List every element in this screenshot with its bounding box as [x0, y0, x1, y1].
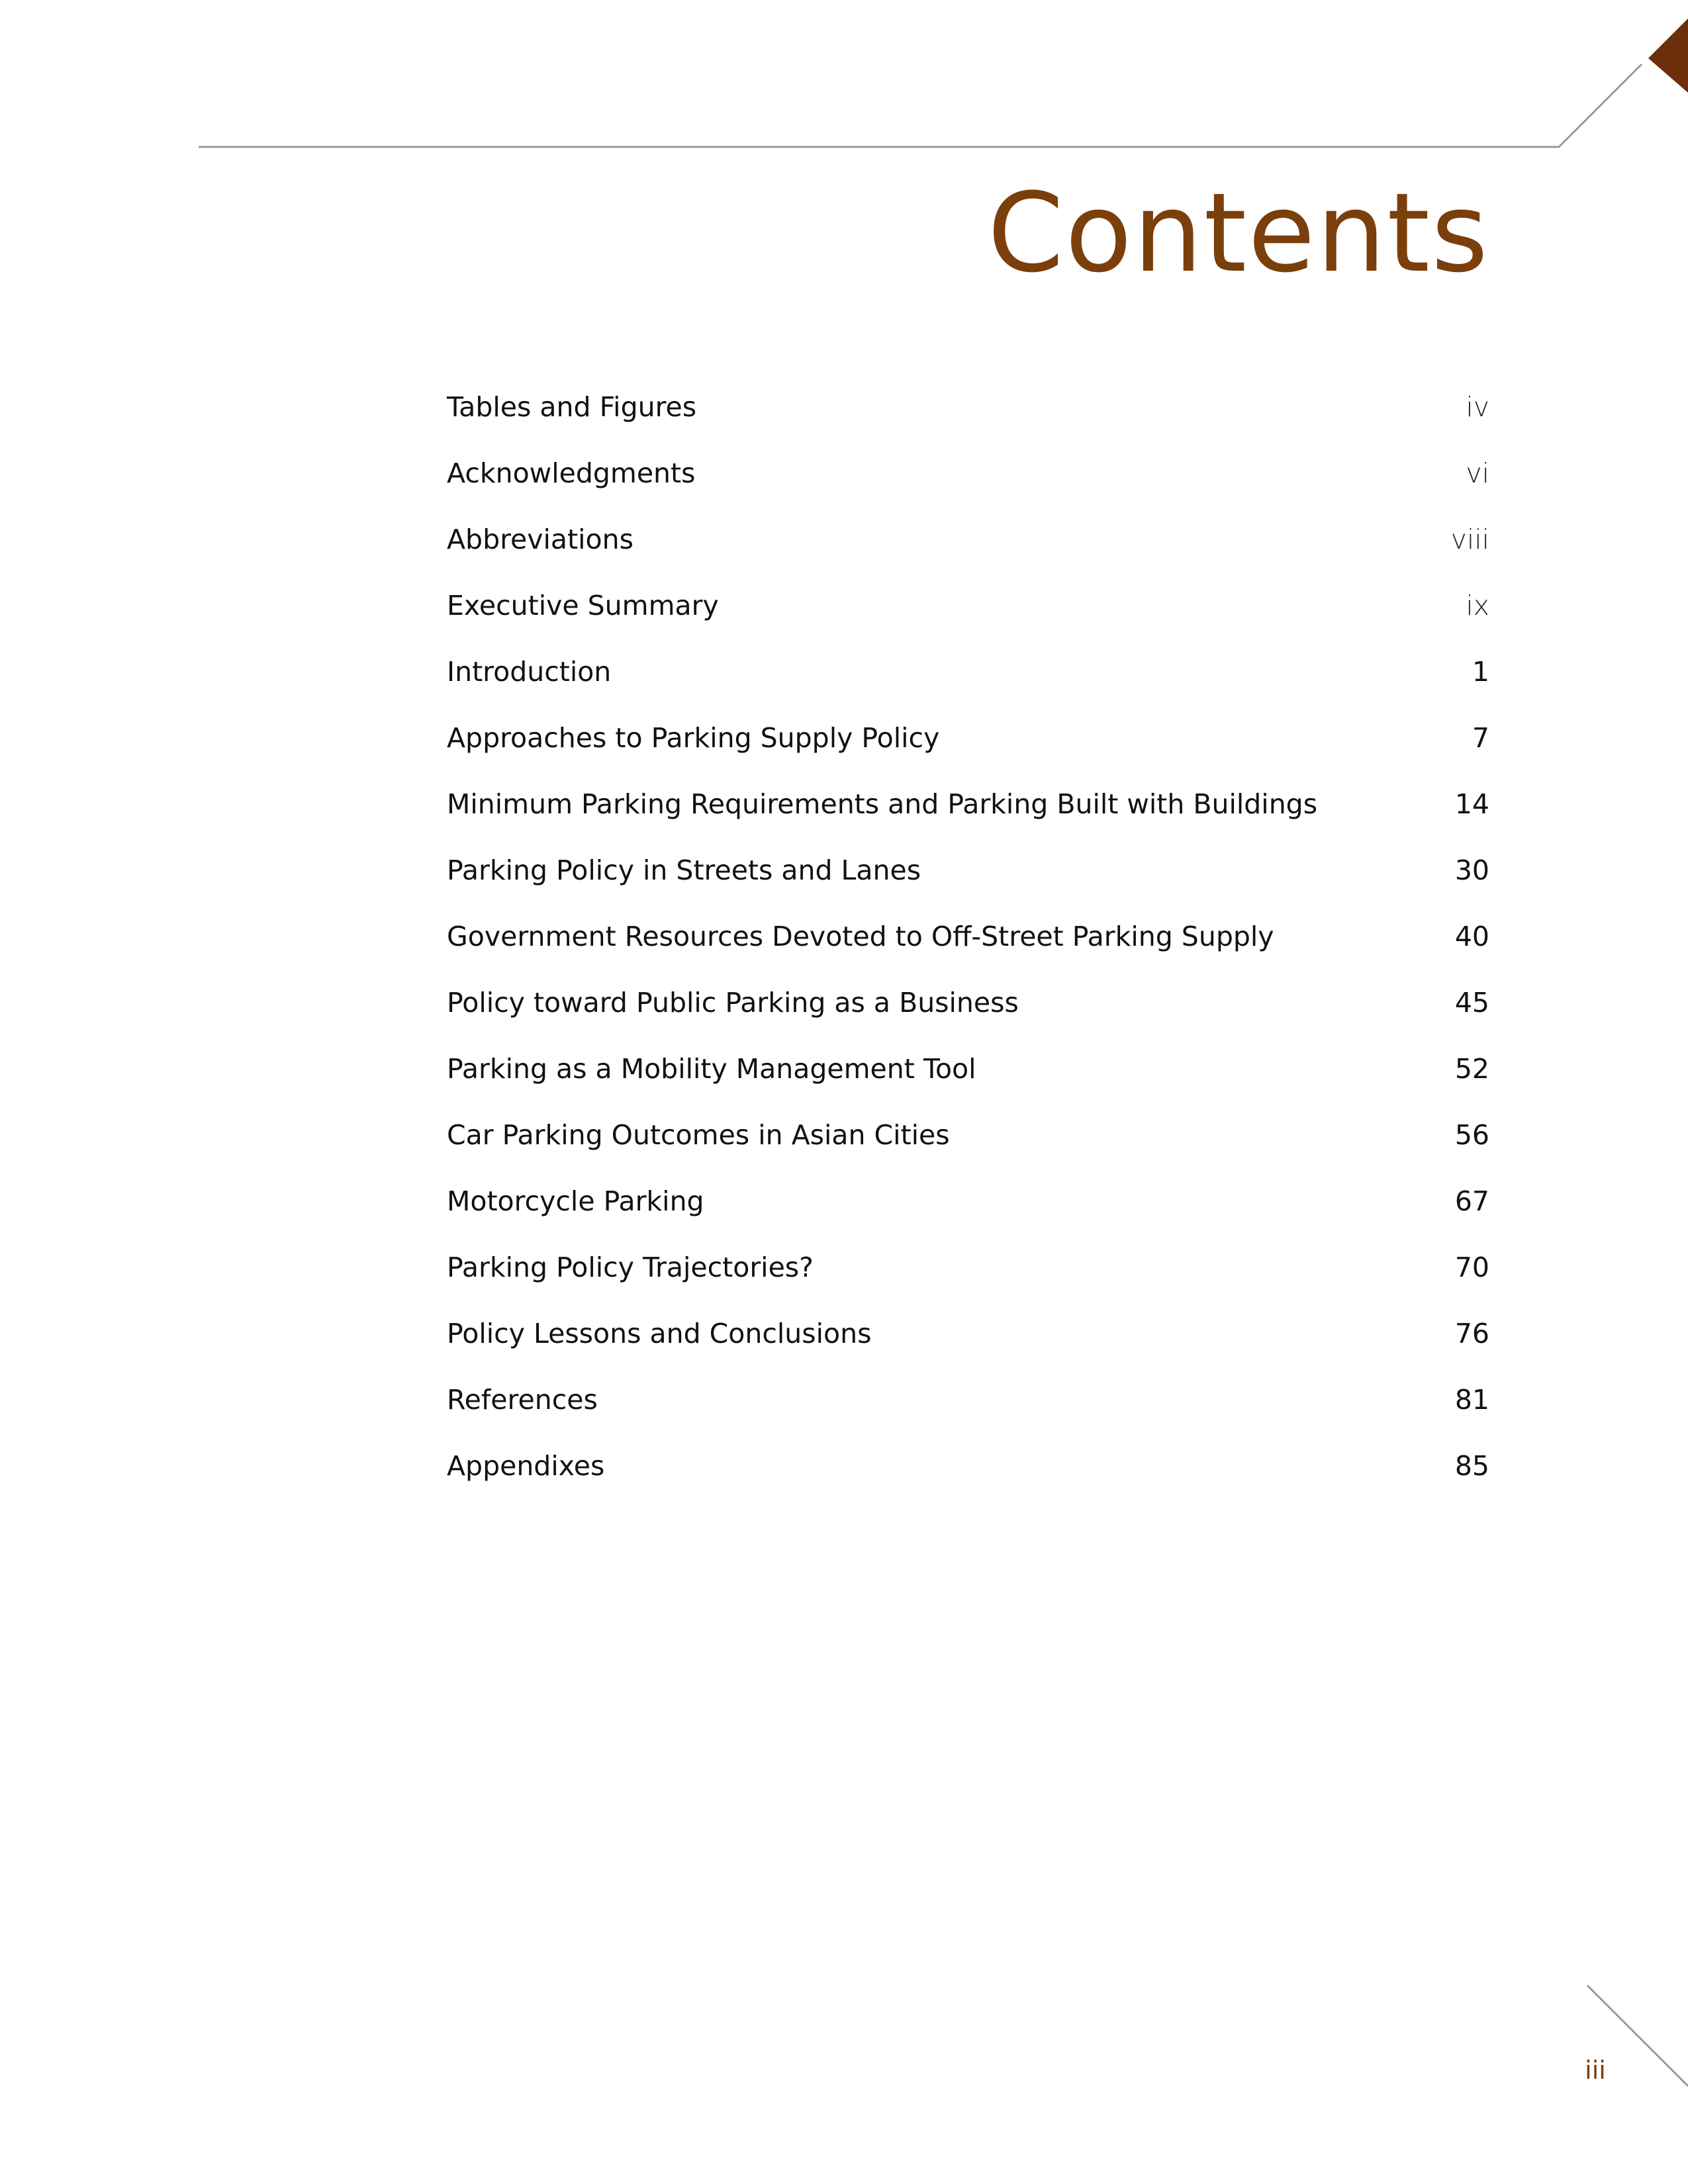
toc-entry[interactable] — [447, 1115, 1489, 1181]
toc-entry[interactable] — [447, 917, 1489, 983]
table-of-contents — [447, 387, 1489, 1512]
corner-triangle — [1648, 19, 1688, 93]
toc-entry[interactable] — [447, 1181, 1489, 1248]
toc-entry-page-number: 85 — [1454, 1450, 1489, 1482]
toc-entry[interactable] — [447, 1049, 1489, 1115]
header-rule — [199, 64, 1642, 147]
toc-entry-page-number: 81 — [1454, 1384, 1489, 1416]
toc-entry-label: References — [447, 1384, 598, 1416]
toc-entry-page-number: 76 — [1454, 1318, 1489, 1349]
toc-entry-page-number: 45 — [1454, 987, 1489, 1019]
toc-entry[interactable] — [447, 520, 1489, 586]
toc-entry-label: Car Parking Outcomes in Asian Cities — [447, 1119, 950, 1151]
toc-entry-label: Introduction — [447, 656, 612, 688]
toc-entry-page-number: 1 — [1472, 656, 1489, 688]
toc-entry-label: Policy toward Public Parking as a Business — [447, 987, 1019, 1019]
toc-entry[interactable] — [447, 718, 1489, 784]
toc-entry[interactable] — [447, 586, 1489, 652]
toc-entry[interactable] — [447, 387, 1489, 453]
toc-entry[interactable] — [447, 652, 1489, 718]
toc-entry-label: Government Resources Devoted to Off-Street Parking Supply — [447, 921, 1274, 952]
toc-entry-label: Acknowledgments — [447, 457, 696, 489]
toc-entry-page-number: 67 — [1454, 1185, 1489, 1217]
toc-entry-page-number: viii — [1450, 523, 1489, 555]
toc-entry-page-number: 52 — [1454, 1053, 1489, 1085]
toc-entry[interactable] — [447, 453, 1489, 520]
toc-entry-page-number: ix — [1466, 590, 1489, 621]
toc-entry-page-number: 40 — [1454, 921, 1489, 952]
page-number: iii — [1585, 2056, 1606, 2085]
toc-entry-label: Policy Lessons and Conclusions — [447, 1318, 872, 1349]
toc-entry[interactable] — [447, 1446, 1489, 1512]
toc-entry[interactable] — [447, 1380, 1489, 1446]
page-title: Contents — [987, 169, 1489, 296]
toc-entry[interactable] — [447, 1314, 1489, 1380]
toc-entry-page-number: 30 — [1454, 854, 1489, 886]
toc-entry-label: Motorcycle Parking — [447, 1185, 704, 1217]
toc-entry[interactable] — [447, 784, 1489, 850]
toc-entry-label: Approaches to Parking Supply Policy — [447, 722, 940, 754]
toc-entry[interactable] — [447, 1248, 1489, 1314]
toc-entry-label: Appendixes — [447, 1450, 605, 1482]
toc-entry-page-number: vi — [1466, 457, 1489, 489]
toc-entry-label: Abbreviations — [447, 523, 633, 555]
toc-entry-page-number: 7 — [1472, 722, 1489, 754]
toc-entry-label: Executive Summary — [447, 590, 719, 621]
toc-entry[interactable] — [447, 983, 1489, 1049]
toc-entry-label: Tables and Figures — [447, 391, 697, 423]
toc-entry-page-number: 56 — [1454, 1119, 1489, 1151]
toc-entry-label: Parking Policy Trajectories? — [447, 1251, 814, 1283]
toc-entry-label: Parking Policy in Streets and Lanes — [447, 854, 921, 886]
toc-entry-label: Minimum Parking Requirements and Parking Built with Buildings — [447, 788, 1318, 820]
toc-entry-page-number: iv — [1466, 391, 1489, 423]
toc-entry-page-number: 70 — [1454, 1251, 1489, 1283]
toc-entry[interactable] — [447, 850, 1489, 917]
toc-entry-label: Parking as a Mobility Management Tool — [447, 1053, 976, 1085]
toc-entry-page-number: 14 — [1454, 788, 1489, 820]
